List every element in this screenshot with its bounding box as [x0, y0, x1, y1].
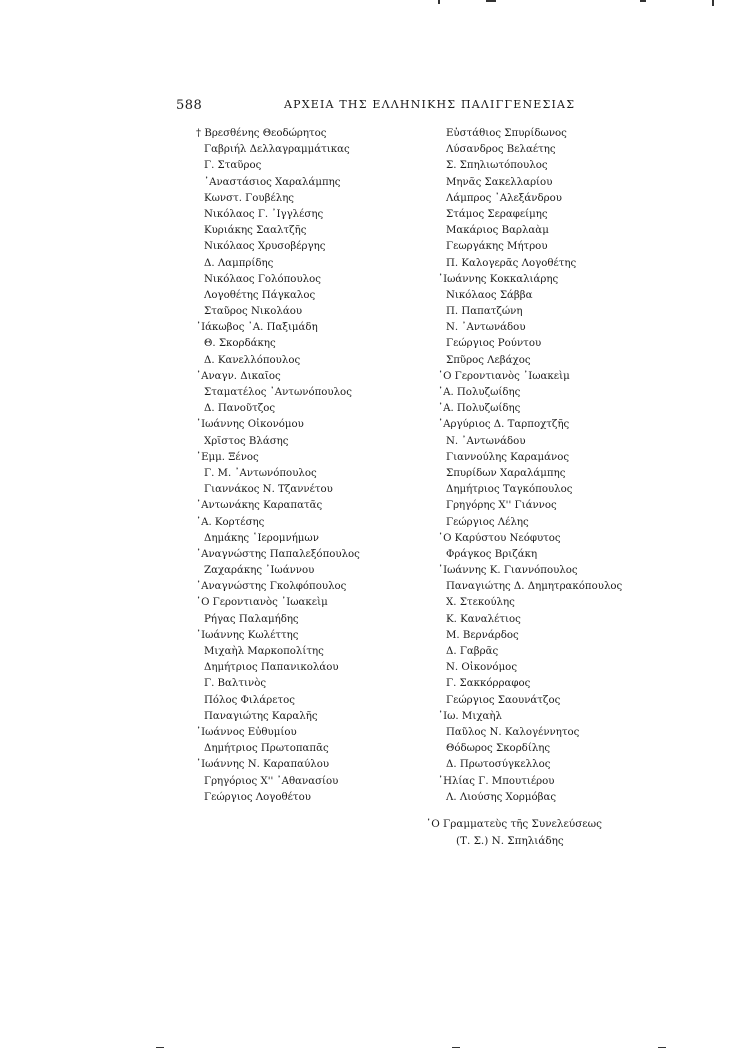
scan-mark — [658, 1047, 666, 1048]
signatory-name: Π. Καλογερᾶς Λογοθέτης — [446, 257, 577, 269]
signatory-name: Γρηγόριος Χ'' ᾿Αθανασίου — [204, 775, 339, 787]
running-title: ΑΡΧΕΙΑ ΤΗΣ ΕΛΛΗΝΙΚΗΣ ΠΑΛΙΓΓΕΝΕΣΙΑΣ — [284, 98, 576, 111]
signatory-name: Γεώργιος Σαουνάτζος — [446, 694, 561, 706]
signatory-name: Νικόλαος Σάββα — [446, 289, 533, 301]
signatory-name: ᾿Αναγνώστης Γκολφόπουλος — [196, 581, 347, 593]
scan-mark — [486, 0, 496, 2]
signatory-name: Γεωργάκης Μήτρου — [446, 241, 548, 253]
signatory-name: Σταῦρος Νικολάου — [204, 306, 303, 318]
signatory-name: Γ. Σταῦρος — [204, 160, 262, 172]
signatory-name: Ζαχαράκης ᾿Ιωάννου — [204, 565, 315, 577]
scan-mark — [156, 1047, 164, 1048]
signatory-name: Σπυρίδων Χαραλάμπης — [446, 467, 566, 479]
signatory-name: Θόδωρος Σκορδίλης — [446, 743, 551, 755]
signatory-name: Παναγιώτης Δ. Δημητρακόπουλος — [446, 581, 623, 593]
signatory-name: ᾿Ιάκωβος ᾿Α. Παξιμάδη — [196, 322, 318, 334]
signatory-name: Ρήγας Παλαμήδης — [204, 613, 299, 625]
signatory-name: Χ. Στεκούλης — [446, 597, 515, 609]
signatory-name: ᾿Ηλίας Γ. Μπουτιέρου — [438, 775, 555, 787]
signatory-name: Γεώργιος Λέλης — [446, 516, 529, 528]
signature-name: (Τ. Σ.) Ν. Σπηλιάδης — [456, 835, 564, 847]
signatory-name: Μ. Βερνάρδος — [446, 629, 519, 641]
signatory-name: ῾Ο Γεροντιανὸς ᾿Ιωακεὶμ — [438, 370, 570, 382]
signatory-name: ᾿Αντωνάκης Καραπατᾶς — [196, 500, 323, 512]
signatory-name: ᾿Ιω. Μιχαὴλ — [438, 710, 502, 722]
signatory-name: Κυριάκης Σααλτζῆς — [204, 225, 307, 237]
signatory-name: Π. Παπατζώνη — [446, 306, 523, 318]
signatory-name: Γ. Σακκόρραφος — [446, 678, 531, 690]
signatory-name: Δ. Πανοῦτζος — [204, 403, 276, 415]
signatory-name: Πόλος Φιλάρετος — [204, 694, 295, 706]
signatory-name: Λογοθέτης Πάγκαλος — [204, 289, 316, 301]
signatory-name: ᾿Αργύριος Δ. Ταρποχτζῆς — [438, 419, 570, 431]
signatory-name: Παναγιώτης Καραλῆς — [204, 710, 318, 722]
signatory-name: Φράγκος Βριζάκη — [446, 548, 538, 560]
signatory-name: Νικόλαος Γολόπουλος — [204, 273, 321, 285]
signatory-name: Κωνστ. Γουβέλης — [204, 192, 295, 204]
signatory-name: Μακάριος Βαρλαὰμ — [446, 225, 549, 237]
signatory-name: Εὐστάθιος Σπυρίδωνος — [446, 128, 567, 139]
signatory-name: ᾿Ιωάννης Κ. Γιαννόπουλος — [438, 565, 578, 577]
signatory-name: Νικόλαος Χρυσοβέργης — [204, 241, 326, 253]
page-number: 588 — [176, 98, 203, 113]
signatory-name: ᾿Α. Πολυζωίδης — [438, 403, 521, 415]
signatory-name: † Βρεσθένης Θεοδώρητος — [196, 128, 327, 139]
signatory-name: Γ. Μ. ᾿Αντωνόπουλος — [204, 467, 317, 479]
signatory-name: Γρηγόρης Χ'' Γιάννος — [446, 500, 557, 512]
signatory-name: ᾿Εμμ. Ξένος — [196, 451, 259, 463]
signatory-name: Μηνᾶς Σακελλαρίου — [446, 176, 553, 188]
signatory-name: ᾿Αναγν. Δικαῖος — [196, 370, 281, 382]
signatory-name: ᾿Αναγνώστης Παπαλεξόπουλος — [196, 548, 360, 560]
signatory-name: Δημήτριος Πρωτοπαπᾶς — [204, 743, 329, 755]
signatory-name: Λάμπρος ᾿Αλεξάνδρου — [446, 192, 562, 204]
signatory-name: Δ. Λαμπρίδης — [204, 257, 274, 269]
scan-mark — [640, 0, 646, 2]
signatory-name: Δ. Γαβρᾶς — [446, 646, 499, 657]
left-signatories-column — [196, 126, 426, 806]
signatory-name: Στάμος Σεραφείμης — [446, 208, 548, 220]
signatory-name: Σ. Σπηλιωτόπουλος — [446, 160, 548, 172]
signatory-name: ᾿Ιωάννης Οἰκονόμου — [196, 419, 304, 431]
signatory-name: ᾿Α. Κορτέσης — [196, 516, 265, 528]
signatory-name: Χρῖστος Βλάσης — [204, 435, 289, 447]
signatory-name: Γεώργιος Λογοθέτου — [204, 791, 311, 803]
signatory-name: Λ. Λιούσης Χορμόβας — [446, 791, 557, 803]
signatory-name: ᾿Αναστάσιος Χαραλάμπης — [204, 176, 341, 188]
scan-mark — [438, 0, 440, 4]
signatory-name: ᾿Α. Πολυζωίδης — [438, 387, 521, 398]
signatory-name: Ν. ᾿Αντωνάδου — [446, 435, 526, 447]
signatory-name: Νικόλαος Γ. ᾿Ιγγλέσης — [204, 208, 324, 220]
signatory-name: Δ. Πρωτοσύγκελλος — [446, 759, 551, 771]
signatory-name: Σπῦρος Λεβάχος — [446, 354, 531, 366]
signatory-name: Δημήτριος Ταγκόπουλος — [446, 484, 573, 496]
signatory-name: Γιαννάκος Ν. Τζαννέτου — [204, 484, 333, 496]
signatory-name: Δημήτριος Παπανικολάου — [204, 662, 339, 674]
secretary-signature — [426, 816, 602, 850]
signatory-name: Παῦλος Ν. Καλογέννητος — [446, 726, 580, 738]
signatory-name: ᾿Ιωάννης Κοκκαλιάρης — [438, 273, 559, 285]
signatory-name: ᾿Ιωάννης Κωλέττης — [196, 629, 299, 641]
signatory-name: Ν. Οἰκονόμος — [446, 662, 518, 674]
signatory-name: Δ. Κανελλόπουλος — [204, 354, 301, 366]
signatory-name: ῾Ο Καρύστου Νεόφυτος — [438, 532, 561, 544]
right-signatories-column — [438, 126, 678, 806]
signatory-name: Μιχαὴλ Μαρκοπολίτης — [204, 646, 324, 657]
signatory-name: Γεώργιος Ρούντου — [446, 338, 542, 350]
signature-title: ῾Ο Γραμματεὺς τῆς Συνελεύσεως — [426, 818, 602, 830]
signatory-name: Γαβριήλ Δελλαγραμμάτικας — [204, 144, 350, 156]
signatory-name: Γ. Βαλτινὸς — [204, 678, 267, 690]
signatory-name: Λύσανδρος Βελαέτης — [446, 144, 556, 156]
scan-mark — [452, 1047, 460, 1048]
signatory-name: ᾿Ιωάννης Ν. Καραπαύλου — [196, 759, 330, 771]
signatory-name: Σταματέλος ᾿Αντωνόπουλος — [204, 387, 352, 398]
scan-mark — [712, 0, 714, 6]
signatory-name: ᾿Ιωάννος Εὐθυμίου — [196, 726, 297, 738]
signatory-name: Κ. Καναλέτιος — [446, 613, 521, 625]
signatory-name: Γιαννούλης Καραμάνος — [446, 451, 570, 463]
signatory-name: Ν. ᾿Αντωνάδου — [446, 322, 526, 334]
signatory-name: Δημάκης ῾Ιερομνήμων — [204, 532, 319, 544]
signatory-name: Θ. Σκορδάκης — [204, 338, 276, 350]
signatory-name: ῾Ο Γεροντιανὸς ᾿Ιωακεὶμ — [196, 597, 328, 609]
